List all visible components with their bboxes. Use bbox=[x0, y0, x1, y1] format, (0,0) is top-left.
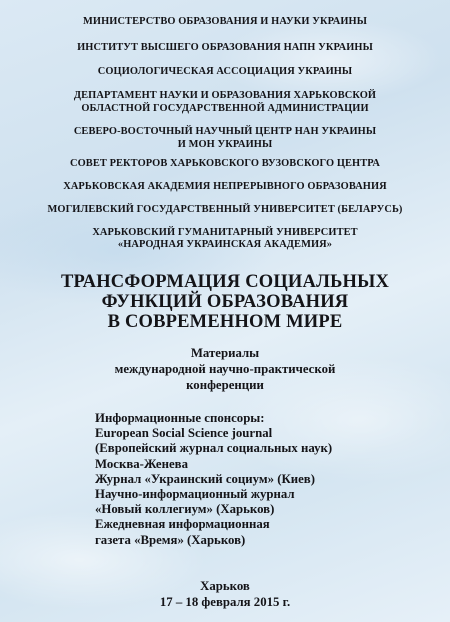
subtitle-line-2: международной научно-практической bbox=[114, 362, 336, 376]
org-kharkiv-academy: ХАРЬКОВСКАЯ АКАДЕМИЯ НЕПРЕРЫВНОГО ОБРАЗОВАНИЯ bbox=[63, 181, 387, 192]
sponsors-block bbox=[95, 411, 435, 548]
sponsor-line: Ежедневная информационная bbox=[95, 517, 270, 532]
footer-city: Харьков bbox=[200, 579, 250, 593]
org-humanitarian-university-line1: ХАРЬКОВСКИЙ ГУМАНИТАРНЫЙ УНИВЕРСИТЕТ bbox=[92, 227, 358, 238]
org-science-center-line1: СЕВЕРО-ВОСТОЧНЫЙ НАУЧНЫЙ ЦЕНТР НАН УКРАИНЫ bbox=[73, 126, 377, 137]
title-line-3: В СОВРЕМЕННОМ МИРЕ bbox=[107, 312, 343, 332]
sponsors-heading: Информационные спонсоры: bbox=[95, 411, 265, 425]
sponsor-line: газета «Время» (Харьков) bbox=[95, 532, 246, 547]
subtitle-line-1: Материалы bbox=[190, 346, 260, 360]
title-line-2: ФУНКЦИЙ ОБРАЗОВАНИЯ bbox=[101, 292, 349, 312]
subtitle-line-3: конференции bbox=[186, 378, 264, 392]
sponsor-line: Журнал «Украинский социум» (Киев) bbox=[95, 471, 315, 486]
org-institute: ИНСТИТУТ ВЫСШЕГО ОБРАЗОВАНИЯ НАПН УКРАИНЫ bbox=[77, 42, 373, 53]
footer-dates: 17 – 18 февраля 2015 г. bbox=[159, 595, 291, 609]
sponsor-line: (Европейский журнал социальных наук) bbox=[95, 441, 333, 456]
title-line-1: ТРАНСФОРМАЦИЯ СОЦИАЛЬНЫХ bbox=[60, 272, 390, 292]
org-sociological-association: СОЦИОЛОГИЧЕСКАЯ АССОЦИАЦИЯ УКРАИНЫ bbox=[97, 66, 353, 77]
org-rectors-council: СОВЕТ РЕКТОРОВ ХАРЬКОВСКОГО ВУЗОВСКОГО ЦЕНТРА bbox=[70, 158, 380, 169]
org-humanitarian-university-line2: «НАРОДНАЯ УКРАИНСКАЯ АКАДЕМИЯ» bbox=[117, 239, 333, 250]
org-science-center-line2: И МОН УКРАИНЫ bbox=[177, 139, 273, 150]
org-department-line2: ОБЛАСТНОЙ ГОСУДАРСТВЕННОЙ АДМИНИСТРАЦИИ bbox=[81, 103, 369, 114]
org-mogilev-university: МОГИЛЕВСКИЙ ГОСУДАРСТВЕННЫЙ УНИВЕРСИТЕТ (БЕЛАРУСЬ) bbox=[47, 204, 403, 215]
org-ministry: МИНИСТЕРСТВО ОБРАЗОВАНИЯ И НАУКИ УКРАИНЫ bbox=[83, 16, 367, 27]
sponsor-line: Москва-Женева bbox=[95, 456, 188, 471]
sponsor-line: Научно-информационный журнал bbox=[95, 486, 295, 501]
org-department-line1: ДЕПАРТАМЕНТ НАУКИ И ОБРАЗОВАНИЯ ХАРЬКОВСКОЙ bbox=[73, 90, 377, 101]
sponsor-line: «Новый коллегиум» (Харьков) bbox=[95, 502, 275, 517]
sponsor-line: European Social Science journal bbox=[95, 426, 273, 441]
